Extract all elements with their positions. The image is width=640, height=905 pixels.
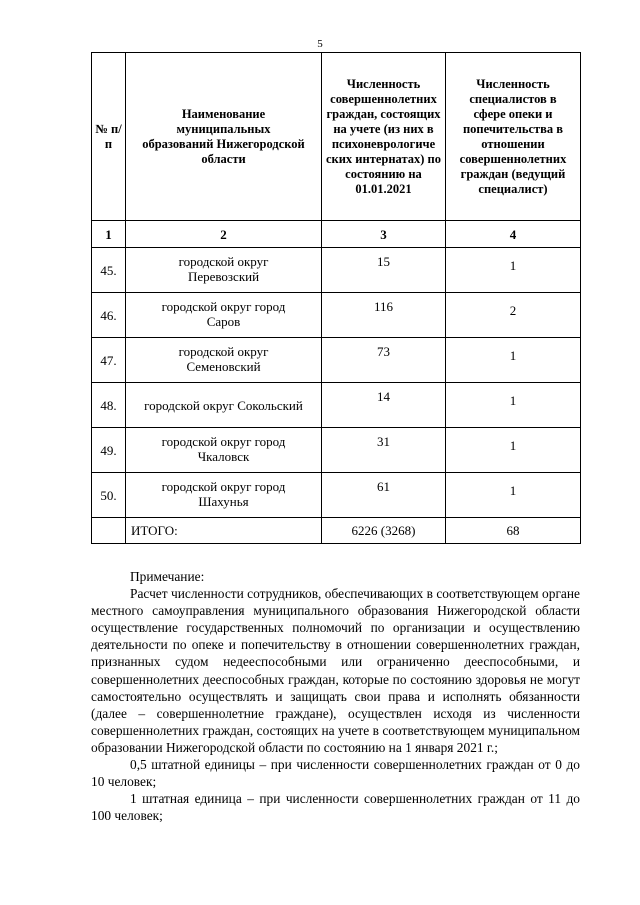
note-paragraph: 0,5 штатной единицы – при численности совершеннолетних граждан от 0 до 10 человек; — [91, 757, 580, 790]
citizen-count: 14 — [322, 383, 446, 428]
total-citizen-count: 6226 (3268) — [322, 518, 446, 544]
municipality-name: городской округ Сокольский — [126, 383, 322, 428]
table-row — [92, 248, 581, 293]
municipality-name: городской округ город Шахунья — [126, 473, 322, 518]
table-row — [92, 473, 581, 518]
municipal-staffing-table — [91, 52, 581, 544]
citizen-count: 31 — [322, 428, 446, 473]
row-number: 45. — [92, 248, 126, 293]
municipality-name: городской округ Перевозский — [126, 248, 322, 293]
note-paragraph: Расчет численности сотрудников, обеспечивающих в соответствующем органе местного самоуправления муниципального образования Нижегородской области осуществление государственных полномочий по организации и осуществлению деятельности по опеке и попечительству в отношении совершеннолетних граждан, признанных судом недееспособными или ограниченно дееспособными, и совершеннолетних дееспособных граждан, которые по состоянию здоровья не могут самостоятельно осуществлять и защищать свои права и исполнять обязанности (далее – совершеннолетние граждане), осуществлен исходя из численности совершеннолетних граждан, состоящих на учете в соответствующем муниципальном образовании Нижегородской области по состоянию на 1 января 2021 г.; — [91, 586, 580, 755]
page-number: 5 — [317, 38, 323, 50]
municipality-name: городской округ Семеновский — [126, 338, 322, 383]
note-paragraph: 1 штатная единица – при численности совершеннолетних граждан от 11 до 100 человек; — [91, 791, 580, 824]
column-number-row — [92, 221, 581, 248]
table-row — [92, 338, 581, 383]
total-num-cell — [92, 518, 126, 544]
row-number: 49. — [92, 428, 126, 473]
total-specialist-count: 68 — [446, 518, 581, 544]
row-number: 48. — [92, 383, 126, 428]
column-number: 3 — [322, 221, 446, 248]
column-number: 2 — [126, 221, 322, 248]
total-row — [92, 518, 581, 544]
municipality-name: городской округ город Чкаловск — [126, 428, 322, 473]
citizen-count: 61 — [322, 473, 446, 518]
table-row — [92, 428, 581, 473]
header-municipality: Наименование муниципальных образований Нижегородской области — [126, 53, 322, 221]
specialist-count: 1 — [446, 383, 581, 428]
table-header-row — [92, 53, 581, 221]
note-section — [91, 568, 580, 824]
note-title: Примечание: — [130, 569, 205, 584]
row-number: 46. — [92, 293, 126, 338]
table-row — [92, 383, 581, 428]
specialist-count: 2 — [446, 293, 581, 338]
specialist-count: 1 — [446, 248, 581, 293]
table-row — [92, 293, 581, 338]
total-label: ИТОГО: — [126, 518, 322, 544]
citizen-count: 15 — [322, 248, 446, 293]
column-number: 4 — [446, 221, 581, 248]
specialist-count: 1 — [446, 338, 581, 383]
citizen-count: 73 — [322, 338, 446, 383]
header-num: № п/п — [92, 53, 126, 221]
row-number: 47. — [92, 338, 126, 383]
column-number: 1 — [92, 221, 126, 248]
specialist-count: 1 — [446, 473, 581, 518]
specialist-count: 1 — [446, 428, 581, 473]
citizen-count: 116 — [322, 293, 446, 338]
row-number: 50. — [92, 473, 126, 518]
header-specialists: Численность специалистов в сфере опеки и попечительства в отношении совершеннолетних граждан (ведущий специалист) — [446, 53, 581, 221]
header-citizen-count: Численность совершеннолетних граждан, состоящих на учете (из них в психоневрологиче ских интернатах) по состоянию на 01.01.2021 — [322, 53, 446, 221]
municipality-name: городской округ город Саров — [126, 293, 322, 338]
